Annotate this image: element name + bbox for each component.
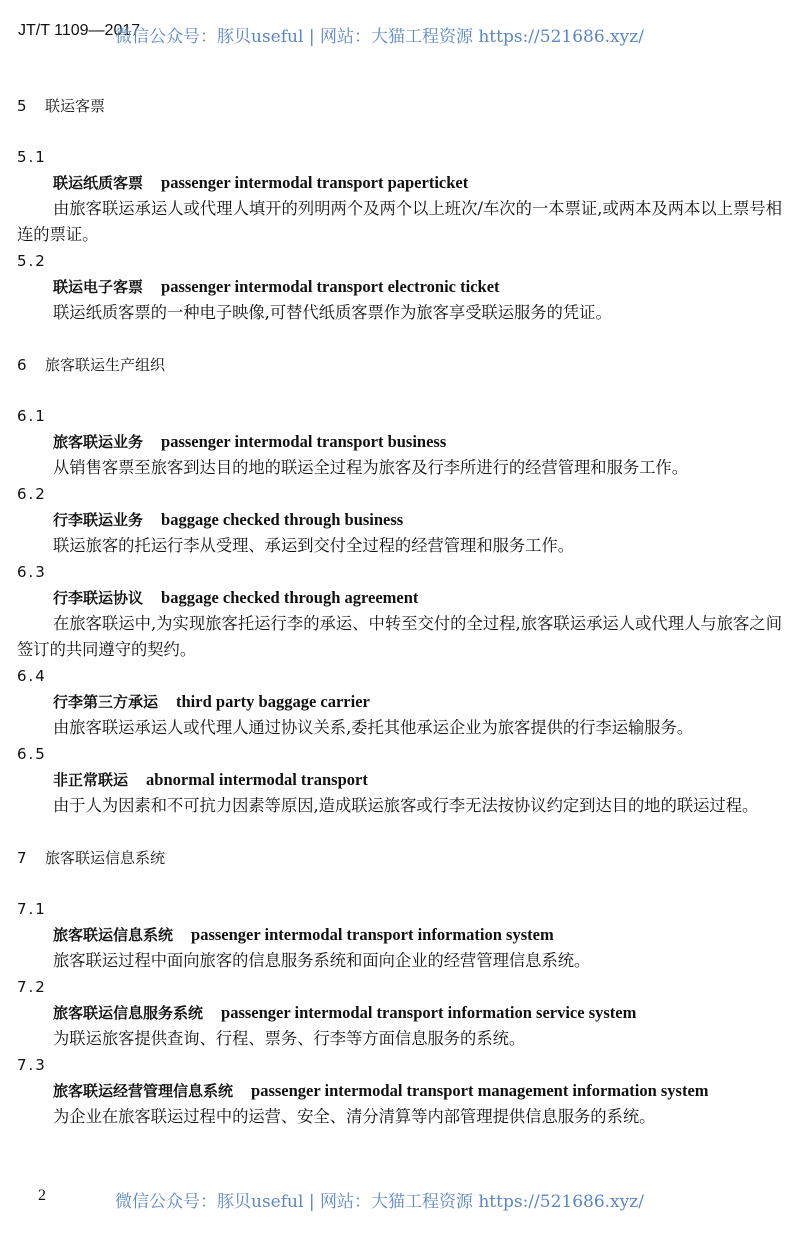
document-body <box>17 93 782 1130</box>
term-heading <box>17 507 782 533</box>
section-number: 5 <box>17 97 27 115</box>
section-heading <box>17 352 782 378</box>
term-heading <box>17 922 782 948</box>
entry-number: 5.2 <box>17 252 47 270</box>
entry-number: 5.1 <box>17 148 47 166</box>
term-english: passenger intermodal transport information system <box>191 925 554 944</box>
term-english: third party baggage carrier <box>176 692 370 711</box>
term-english: abnormal intermodal transport <box>146 770 368 789</box>
term-definition: 旅客联运过程中面向旅客的信息服务系统和面向企业的经营管理信息系统。 <box>53 951 591 970</box>
term-heading <box>17 429 782 455</box>
term-definition: 由旅客联运承运人或代理人填开的列明两个及两个以上班次/车次的一本票证,或两本及两本以上票号相连的票证。 <box>17 199 782 244</box>
term-definition: 联运纸质客票的一种电子映像,可替代纸质客票作为旅客享受联运服务的凭证。 <box>53 303 612 322</box>
standard-code: JT/T 1109—2017 <box>18 22 141 39</box>
term-definition: 由旅客联运承运人或代理人通过协议关系,委托其他承运企业为旅客提供的行李运输服务。 <box>53 718 694 737</box>
section-heading <box>17 93 782 119</box>
entry-number: 6.4 <box>17 667 47 685</box>
term-english: passenger intermodal transport information service system <box>221 1003 637 1022</box>
watermark-bottom: 微信公众号：豚贝useful | 网站：大猫工程资源 https://521686.xyz/ <box>115 1192 644 1212</box>
term-definition: 在旅客联运中,为实现旅客托运行李的承运、中转至交付的全过程,旅客联运承运人或代理人与旅客之间签订的共同遵守的契约。 <box>17 614 782 659</box>
term-chinese: 旅客联运信息系统 <box>53 926 174 944</box>
term-heading <box>17 689 782 715</box>
term-chinese: 非正常联运 <box>53 771 129 789</box>
term-chinese: 行李第三方承运 <box>53 693 159 711</box>
term-english: passenger intermodal transport electronic ticket <box>161 277 500 296</box>
term-heading <box>17 170 782 196</box>
term-heading <box>17 1000 782 1026</box>
entry-number: 6.5 <box>17 745 47 763</box>
entry-number: 6.3 <box>17 563 47 581</box>
entry-number: 6.2 <box>17 485 47 503</box>
term-definition: 为企业在旅客联运过程中的运营、安全、清分清算等内部管理提供信息服务的系统。 <box>53 1107 656 1126</box>
page-number: 2 <box>38 1187 46 1204</box>
term-definition: 由于人为因素和不可抗力因素等原因,造成联运旅客或行李无法按协议约定到达目的地的联运过程。 <box>53 796 759 815</box>
term-english: passenger intermodal transport business <box>161 432 447 451</box>
entry-number: 7.2 <box>17 978 47 996</box>
term-english: passenger intermodal transport management information system <box>251 1081 709 1100</box>
term-definition: 从销售客票至旅客到达目的地的联运全过程为旅客及行李所进行的经营管理和服务工作。 <box>53 458 688 477</box>
section-number: 6 <box>17 356 27 374</box>
term-chinese: 联运纸质客票 <box>53 174 144 192</box>
entry-number: 7.1 <box>17 900 47 918</box>
term-chinese: 旅客联运信息服务系统 <box>53 1004 204 1022</box>
watermark-top: 微信公众号：豚贝useful | 网站：大猫工程资源 https://521686.xyz/ <box>115 27 644 47</box>
term-chinese: 旅客联运业务 <box>53 433 144 451</box>
term-chinese: 联运电子客票 <box>53 278 144 296</box>
section-heading <box>17 845 782 871</box>
term-chinese: 行李联运协议 <box>53 589 144 607</box>
term-heading <box>17 1078 782 1104</box>
entry-number: 6.1 <box>17 407 47 425</box>
term-definition: 联运旅客的托运行李从受理、承运到交付全过程的经营管理和服务工作。 <box>53 536 575 555</box>
term-heading <box>17 585 782 611</box>
term-english: passenger intermodal transport paperticket <box>161 173 469 192</box>
term-chinese: 行李联运业务 <box>53 511 144 529</box>
term-definition: 为联运旅客提供查询、行程、票务、行李等方面信息服务的系统。 <box>53 1029 526 1048</box>
section-title: 旅客联运信息系统 <box>45 849 166 867</box>
term-english: baggage checked through business <box>161 510 404 529</box>
section-number: 7 <box>17 849 27 867</box>
section-title: 旅客联运生产组织 <box>45 356 166 374</box>
term-heading <box>17 274 782 300</box>
term-chinese: 旅客联运经营管理信息系统 <box>53 1082 234 1100</box>
term-heading <box>17 767 782 793</box>
entry-number: 7.3 <box>17 1056 47 1074</box>
term-english: baggage checked through agreement <box>161 588 419 607</box>
section-title: 联运客票 <box>45 97 106 115</box>
